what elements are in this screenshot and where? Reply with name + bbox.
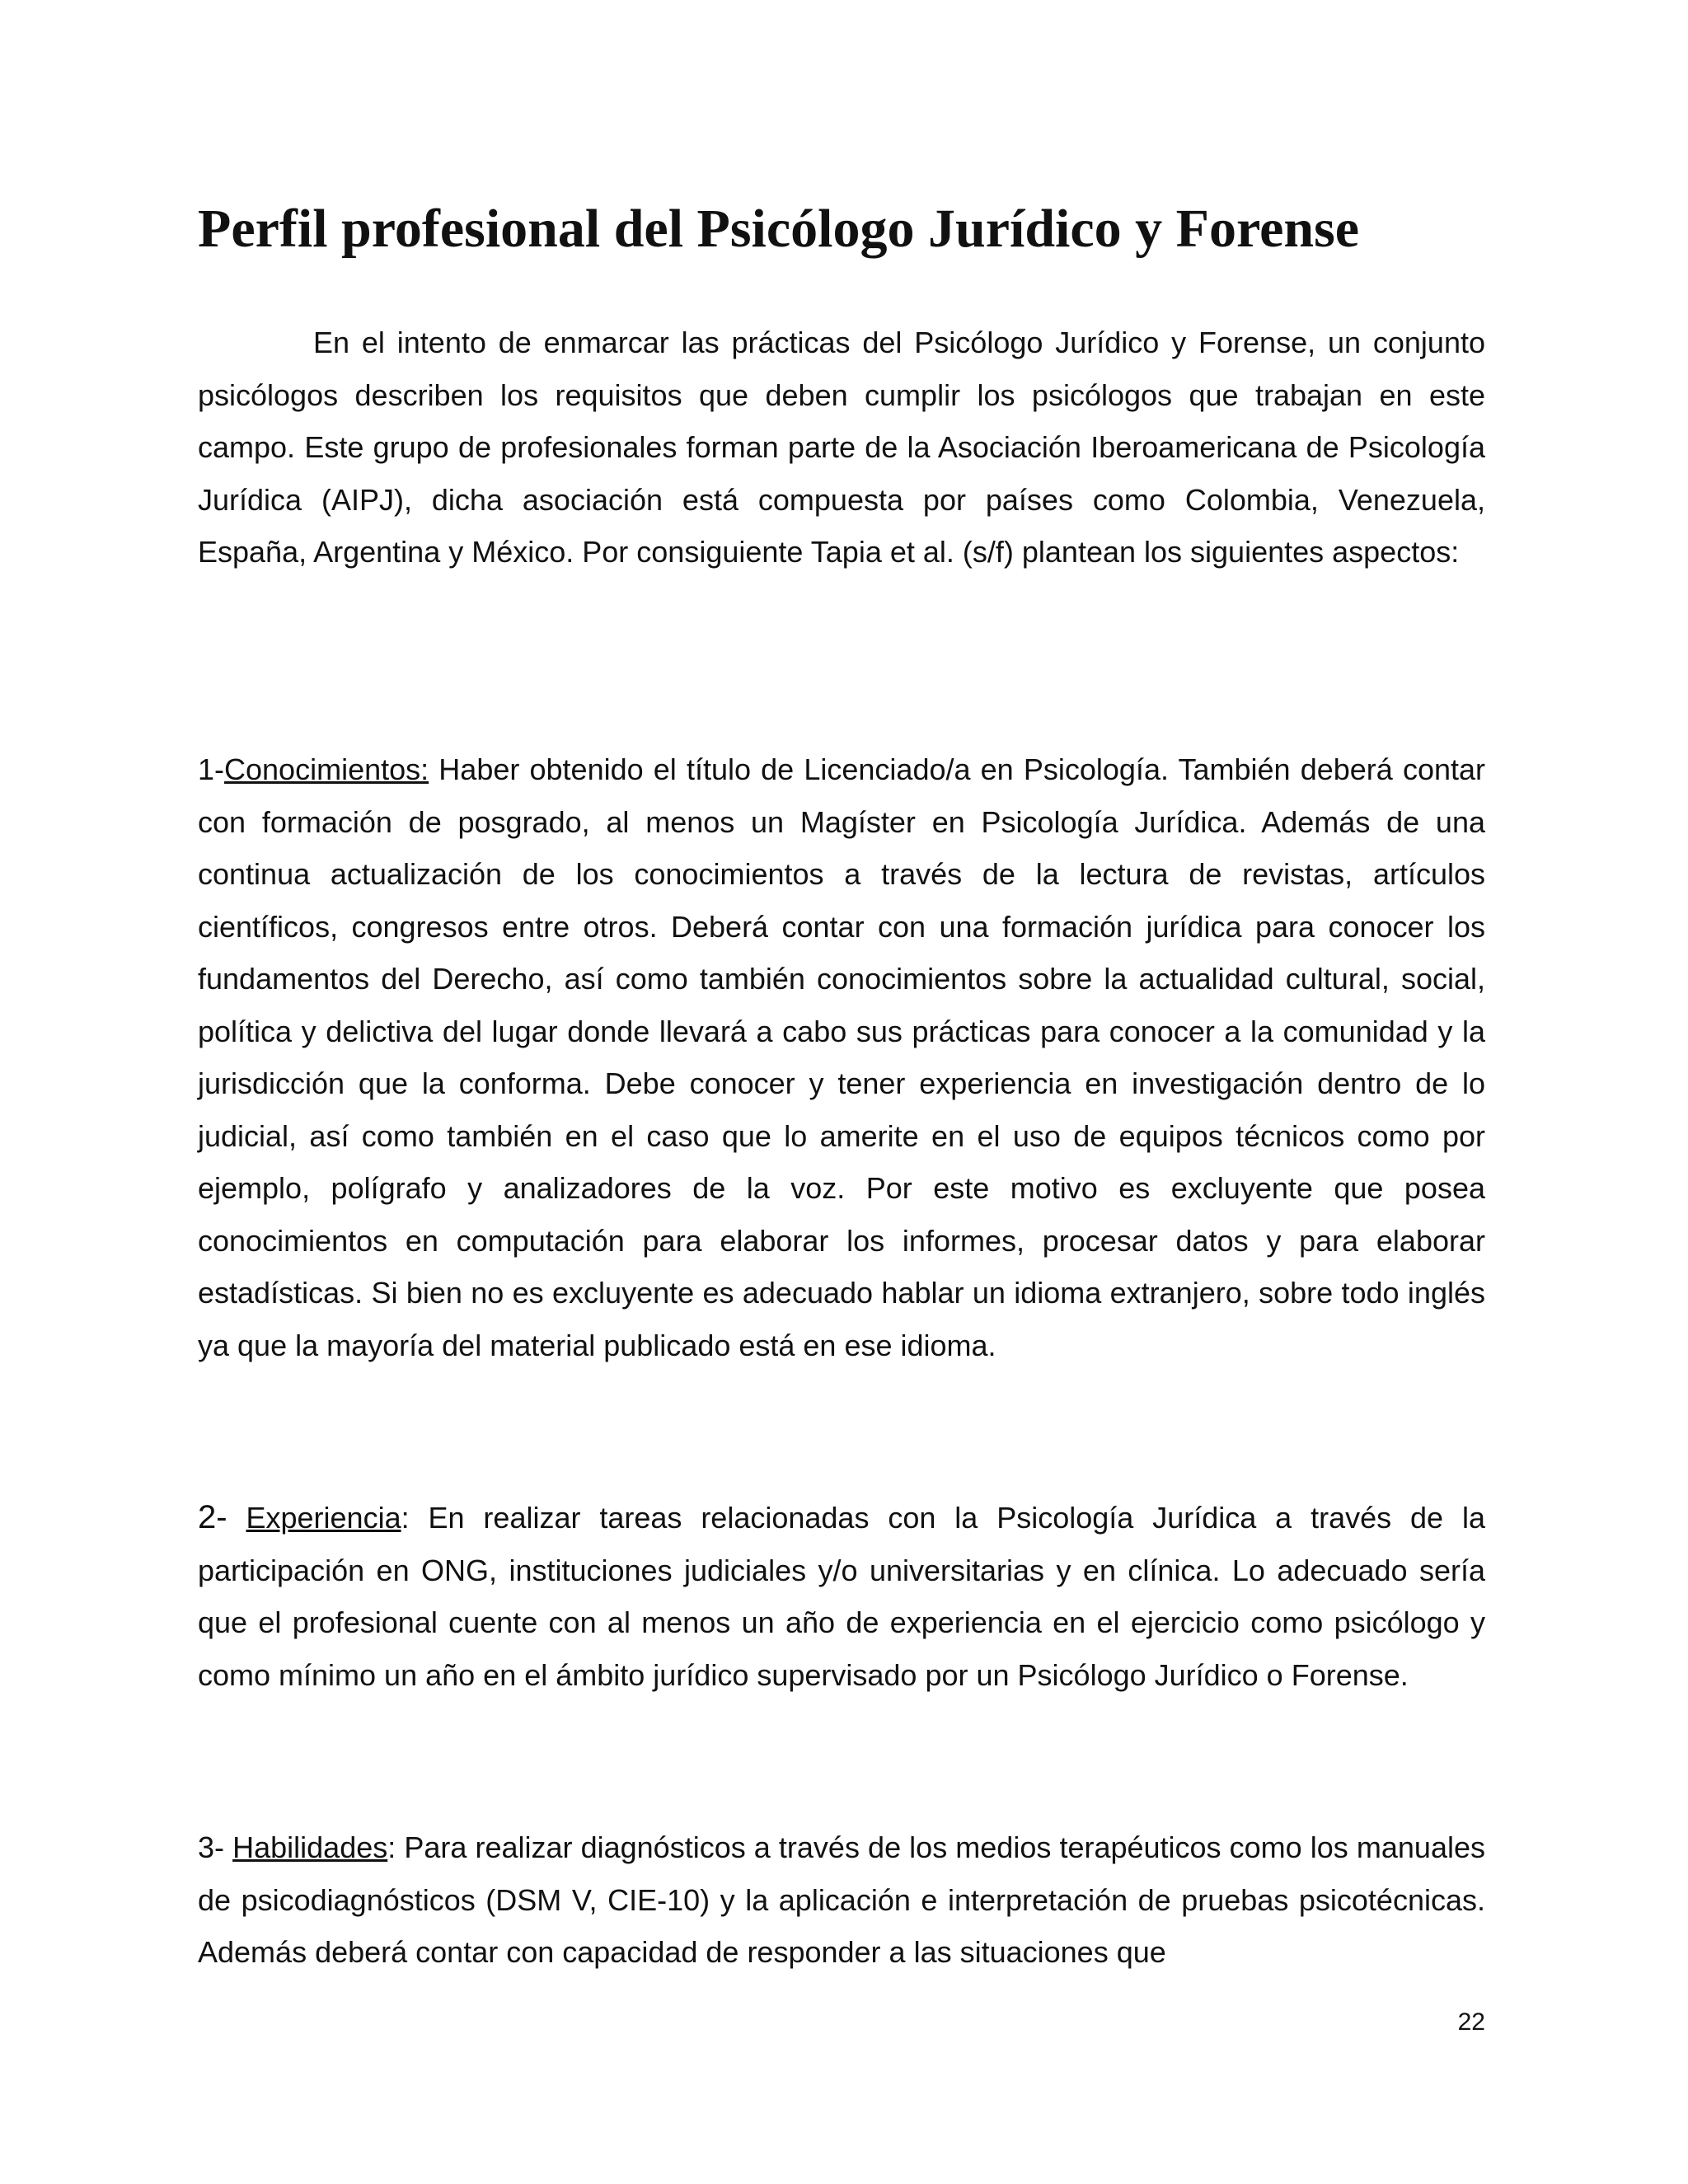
item-number: 3-	[198, 1830, 225, 1864]
item-heading: Habilidades	[232, 1830, 388, 1864]
item-text: Haber obtenido el título de Licenciado/a en Psicología. También deberá contar con formación de posgrado, al menos un Magíster en Psicología Jurídica. Además de una continua actualización de los conocimientos a través de la lectura de revistas, artículos científicos, congresos entre otros. Deberá contar con una formación jurídica para conocer los fundamentos del Derecho, así como también conocimientos sobre la actualidad cultural, social, política y delictiva del lugar donde llevará a cabo sus prácticas para conocer a la comunidad y la jurisdicción que la conforma. Debe conocer y tener experiencia en investigación dentro de lo judicial, así como también en el caso que lo amerite en el uso de equipos técnicos como por ejemplo, polígrafo y analizadores de la voz. Por este motivo es excluyente que posea conocimientos en computación para elaborar los informes, procesar datos y para elaborar estadísticas. Si bien no es excluyente es adecuado hablar un idioma extranjero, sobre todo inglés ya que la mayoría del material publicado está en ese idioma.	[198, 752, 1485, 1362]
page-title: Perfil profesional del Psicólogo Jurídico y Forense	[198, 199, 1360, 259]
item-heading: Experiencia	[246, 1501, 401, 1535]
item-text: : En realizar tareas relacionadas con la Psicología Jurídica a través de la participación en ONG, instituciones judiciales y/o universitarias y en clínica. Lo adecuado sería que el profesional cuente con al menos un año de experiencia en el ejercicio como psicólogo y como mínimo un año en el ámbito jurídico supervisado por un Psicólogo Jurídico o Forense.	[198, 1501, 1485, 1692]
page-number: 22	[1457, 2008, 1485, 2036]
list-item	[198, 743, 1485, 1371]
item-number: 2-	[198, 1499, 227, 1535]
intro-text: En el intento de enmarcar las prácticas del Psicólogo Jurídico y Forense, un conjunto psicólogos describen los requisitos que deben cumplir los psicólogos que trabajan en este campo. Este grupo de profesionales forman parte de la Asociación Iberoamericana de Psicología Jurídica (AIPJ), dicha asociación está compuesta por países como Colombia, Venezuela, España, Argentina y México. Por consiguiente Tapia et al. (s/f) plantean los siguientes aspectos:	[198, 326, 1485, 569]
list-item	[198, 1492, 1485, 1701]
item-number: 1-	[198, 752, 225, 786]
item-text: : Para realizar diagnósticos a través de los medios terapéuticos como los manuales de psicodiagnósticos (DSM V, CIE-10) y la aplicación e interpretación de pruebas psicotécnicas. Además deberá contar con capacidad de responder a las situaciones que	[198, 1830, 1485, 1969]
intro-paragraph	[198, 316, 1485, 579]
list-item	[198, 1821, 1485, 1979]
item-heading: Conocimientos:	[224, 752, 429, 786]
